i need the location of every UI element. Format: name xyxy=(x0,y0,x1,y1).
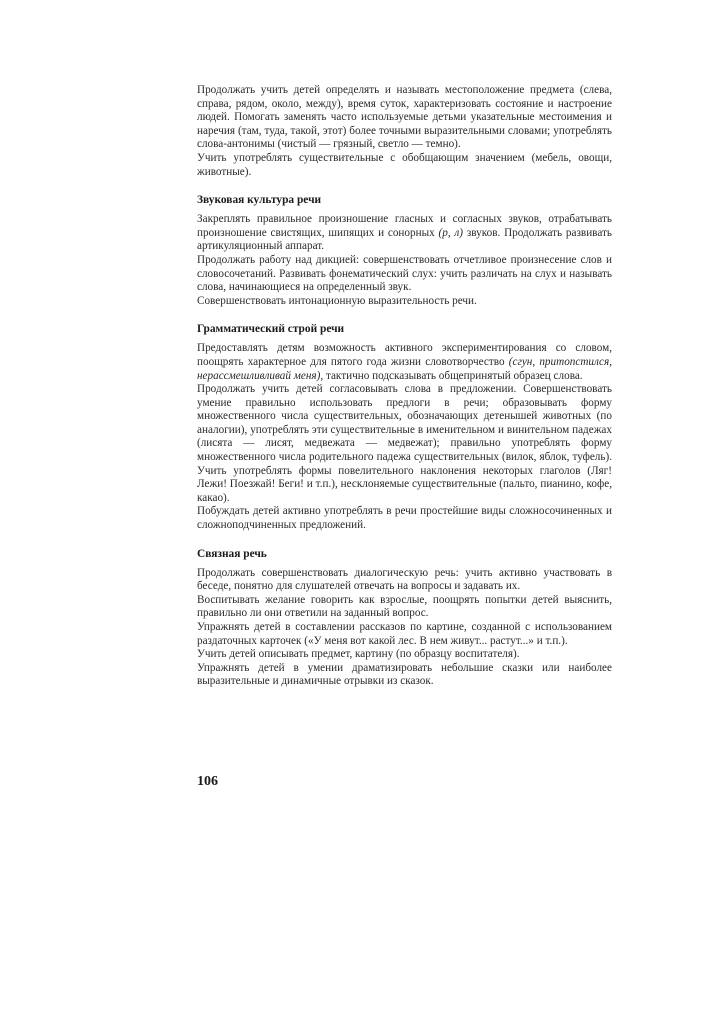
section-heading-sound: Звуковая культура речи xyxy=(197,194,322,207)
paragraph: Побуждать детей активно употреблять в речи простейшие виды сложносочиненных и сложноподчиненных предложений. xyxy=(197,505,612,532)
section-heading-grammar: Грамматический строй речи xyxy=(197,323,345,336)
paragraph: Продолжать учить детей согласовывать слова в предложении. Совершенствовать умение правильно использовать предлоги в речи; образовывать форму множественного числа существительных, обозначающих детенышей животных (по аналогии), употреблять эти существительные в именительном и винительном падежах (лисята — лисят, медвежата — медвежат); правильно употреблять форму множественного числа родительного падежа существительных (вилок, яблок, туфель). Учить употреблять формы повелительного наклонения некоторых глаголов (Ляг! Лежи! Поезжай! Беги! и т.п.), несклоняемые существительные (пальто, пианино, кофе, какао). xyxy=(197,383,612,504)
paragraph xyxy=(197,213,612,254)
section-heading-coherent: Связная речь xyxy=(197,547,267,560)
text-span: тактично подсказывать общепринятый образец слова. xyxy=(323,369,583,382)
paragraph: Продолжать совершенствовать диалогическую речь: учить активно участвовать в беседе, понятно для слушателей отвечать на вопросы и задавать их. xyxy=(197,566,612,593)
paragraph xyxy=(197,342,612,383)
text-span: звуков. Продолжать развивать артикуляционный аппарат. xyxy=(197,226,612,253)
paragraph: Учить детей описывать предмет, картину (по образцу воспитателя). xyxy=(197,648,520,661)
paragraph: Упражнять детей в составлении рассказов по картине, созданной с использованием раздаточных карточек («У меня вот какой лес. В нем живут... растут...» и т.п.). xyxy=(197,621,612,647)
paragraph: Учить употреблять существительные с обобщающим значением (мебель, овощи, животные). xyxy=(197,151,612,178)
paragraph: Упражнять детей в умении драматизировать небольшие сказки или наиболее выразительные и динамичные отрывки из сказок. xyxy=(197,661,612,688)
page-number: 106 xyxy=(197,774,218,789)
paragraph: Воспитывать желание говорить как взрослые, поощрять попытки детей выяснить, правильно ли они ответили на заданный вопрос. xyxy=(197,593,612,620)
paragraph: Продолжать учить детей определять и называть местоположение предмета (слева, справа, рядом, около, между), время суток, характеризовать состояние и настроение людей. Помогать заменять часто используемые детьми указательные местоимения и наречия (там, туда, такой, этот) более точными выразительными словами; употреблять слова-антонимы (чистый — грязный, светло — темно). xyxy=(197,84,612,151)
italic-text: (сгун, притопстился, нерассмешливливай меня), xyxy=(197,355,612,382)
paragraph: Совершенствовать интонационную выразительность речи. xyxy=(197,294,477,307)
paragraph: Продолжать работу над дикцией: совершенствовать отчетливое произнесение слов и словосочетаний. Развивать фонематический слух: учить различать на слух и называть слова, начинающиеся на определенный звук. xyxy=(197,253,612,294)
page-body xyxy=(197,84,612,689)
text-span: Предоставлять детям возможность активного экспериментирования со словом, поощрять характерное для пятого года жизни словотворчество xyxy=(197,342,612,368)
text-span: Закреплять правильное произношение гласных и согласных звуков, отрабатывать произношение свистящих, шипящих и сонорных xyxy=(197,213,612,239)
italic-text: (р, л) xyxy=(438,226,464,239)
